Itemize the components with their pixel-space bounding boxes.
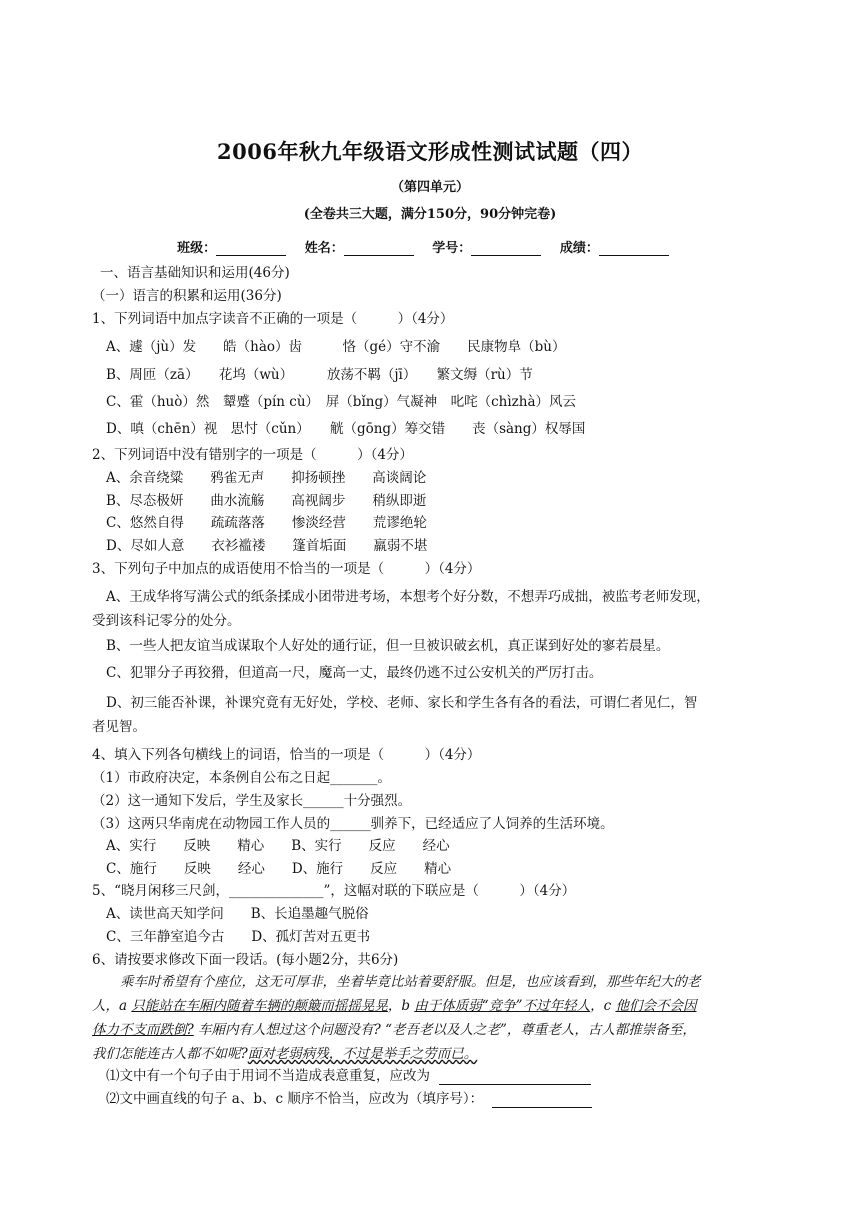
sub-question-text: ⑴文中有一个句子由于用词不当造成表意重复，应改为 — [106, 1068, 430, 1084]
answer-blank-1[interactable] — [439, 1070, 591, 1085]
passage-text: ，c — [590, 998, 616, 1014]
passage-text: ，b — [387, 998, 415, 1014]
passage-underline-b: 由于体质弱“竞争”不过年轻人 — [414, 998, 591, 1014]
question-3-stem: 3、下列句子中加点的成语使用不恰当的一项是（ ）（4分） — [92, 561, 481, 577]
class-field[interactable] — [216, 241, 286, 256]
question-2-option-b: B、尽态极妍 曲水流觞 高视阔步 稍纵即逝 — [106, 493, 427, 509]
class-label: 班级： — [177, 241, 217, 256]
passage-wavy-sentence: 面对老弱病残，不过是举手之劳而已。 — [247, 1046, 478, 1062]
sub-question-text: ⑵文中画直线的句子 a、b、c 顺序不恰当，应改为（填序号）： — [106, 1091, 484, 1107]
question-3-option-a: A、王成华将写满公式的纸条揉成小团带进考场，本想考个好分数，不想弄巧成拙，被监考老师发现， — [106, 589, 710, 605]
question-6-stem: 6、请按要求修改下面一段话。(每小题2分，共6分) — [92, 952, 399, 968]
question-4-options-ab: A、实行 反映 精心 B、实行 反应 经心 — [106, 838, 450, 854]
passage-underline-a: 只能站在车厢内随着车辆的颠簸而摇摇晃晃 — [131, 998, 388, 1014]
passage-underline-c: 他们会不会因 — [615, 998, 697, 1014]
question-4-stem: 4、填入下列各句横线上的词语，恰当的一项是（ ）（4分） — [92, 747, 481, 763]
question-5-stem: 5、“晓月闲移三尺剑，______________”，这幅对联的下联应是（ ）（4分） — [92, 883, 576, 899]
passage-line-3 — [92, 1021, 696, 1039]
question-4-sentence-2: （2）这一通知下发后，学生及家长______十分强烈。 — [92, 793, 412, 809]
student-info-row — [0, 237, 860, 256]
number-field[interactable] — [471, 241, 541, 256]
question-1-stem: 1、下列词语中加点字读音不正确的一项是（ ）（4分） — [92, 311, 454, 327]
subsection-heading: （一）语言的积累和运用(36分) — [92, 288, 282, 304]
question-1-option-c: C、霍（huò）然 颦蹙（pín cù） 屏（bǐng）气凝神 叱咤（chìzhà）风云 — [106, 394, 577, 410]
unit-label: （第四单元） — [390, 180, 469, 195]
section-heading: 一、语言基础知识和运用(46分) — [100, 265, 290, 281]
question-2-option-d: D、尽如人意 衣衫褴褛 篷首垢面 羸弱不堪 — [106, 538, 428, 554]
question-5-options-cd: C、三年静室追今古 D、孤灯苦对五更书 — [106, 929, 371, 945]
question-2-option-a: A、余音绕粱 鸦雀无声 抑扬顿挫 高谈阔论 — [106, 470, 427, 486]
passage-underline-c-cont: 体力不支而跌倒? — [92, 1022, 194, 1038]
passage-text: 车厢内有人想过这个问题没有? “老吾老以及人之老”，尊重老人，古人都推崇备至， — [193, 1022, 696, 1038]
question-1-option-d: D、嗔（chēn）视 思忖（cǔn） 觥（gōng）筹交错 丧（sàng）权辱国 — [106, 421, 586, 437]
question-4-sentence-1: （1）市政府决定，本条例自公布之日起_______。 — [92, 770, 391, 786]
question-6-sub-2 — [106, 1090, 592, 1108]
name-field[interactable] — [344, 241, 414, 256]
question-4-sentence-3: （3）这两只华南虎在动物园工作人员的______驯养下，已经适应了人饲养的生活环境。 — [92, 816, 614, 832]
question-1-option-b: B、周匝（zā） 花坞（wù） 放荡不羁（jī） 繁文缛（rù）节 — [106, 367, 533, 383]
question-3-option-b: B、一些人把友谊当成谋取个人好处的通行证，但一旦被识破玄机，真正谋到好处的寥若晨星。 — [106, 638, 670, 654]
number-label: 学号： — [432, 241, 472, 256]
question-5-options-ab: A、读世高天知学问 B、长追墨趣气脱俗 — [106, 906, 369, 922]
question-3-option-d: D、初三能否补课，补课究竟有无好处，学校、老师、家长和学生各有各的看法，可谓仁者见仁，智 — [106, 695, 698, 711]
question-3-option-c: C、犯罪分子再狡猾，但道高一尺，魔高一丈，最终仍逃不过公安机关的严厉打击。 — [106, 665, 603, 681]
exam-note: (全卷共三大题，满分150分，90分钟完卷) — [303, 207, 557, 222]
answer-blank-2[interactable] — [492, 1093, 592, 1108]
question-4-options-cd: C、施行 反映 经心 D、施行 反应 精心 — [106, 861, 452, 877]
passage-line-2 — [92, 997, 696, 1015]
passage-text: 人，a — [92, 998, 132, 1014]
passage-text: 我们怎能连古人都不如呢? — [92, 1046, 248, 1062]
passage-line-1: 乘车时希望有个座位，这无可厚非，坐着毕竟比站着要舒服。但是，也应该看到，那些年纪大的老 — [120, 974, 701, 990]
question-2-option-c: C、悠然自得 疏疏落落 惨淡经营 荒谬绝轮 — [106, 515, 427, 531]
question-1-option-a: A、遽（jù）发 皓（hào）齿 恪（gé）守不渝 民康物阜（bù） — [106, 339, 566, 355]
score-label: 成绩： — [559, 241, 599, 256]
question-3-option-a-cont: 受到该科记零分的处分。 — [92, 613, 241, 629]
name-label: 姓名： — [304, 241, 344, 256]
question-6-sub-1 — [106, 1067, 591, 1085]
exam-title: 2006年秋九年级语文形成性测试试题（四） — [217, 139, 643, 164]
question-3-option-d-cont: 者见智。 — [92, 719, 146, 735]
passage-line-4 — [92, 1045, 477, 1063]
score-field[interactable] — [599, 241, 669, 256]
question-2-stem: 2、下列词语中没有错别字的一项是（ ）（4分） — [92, 447, 413, 463]
